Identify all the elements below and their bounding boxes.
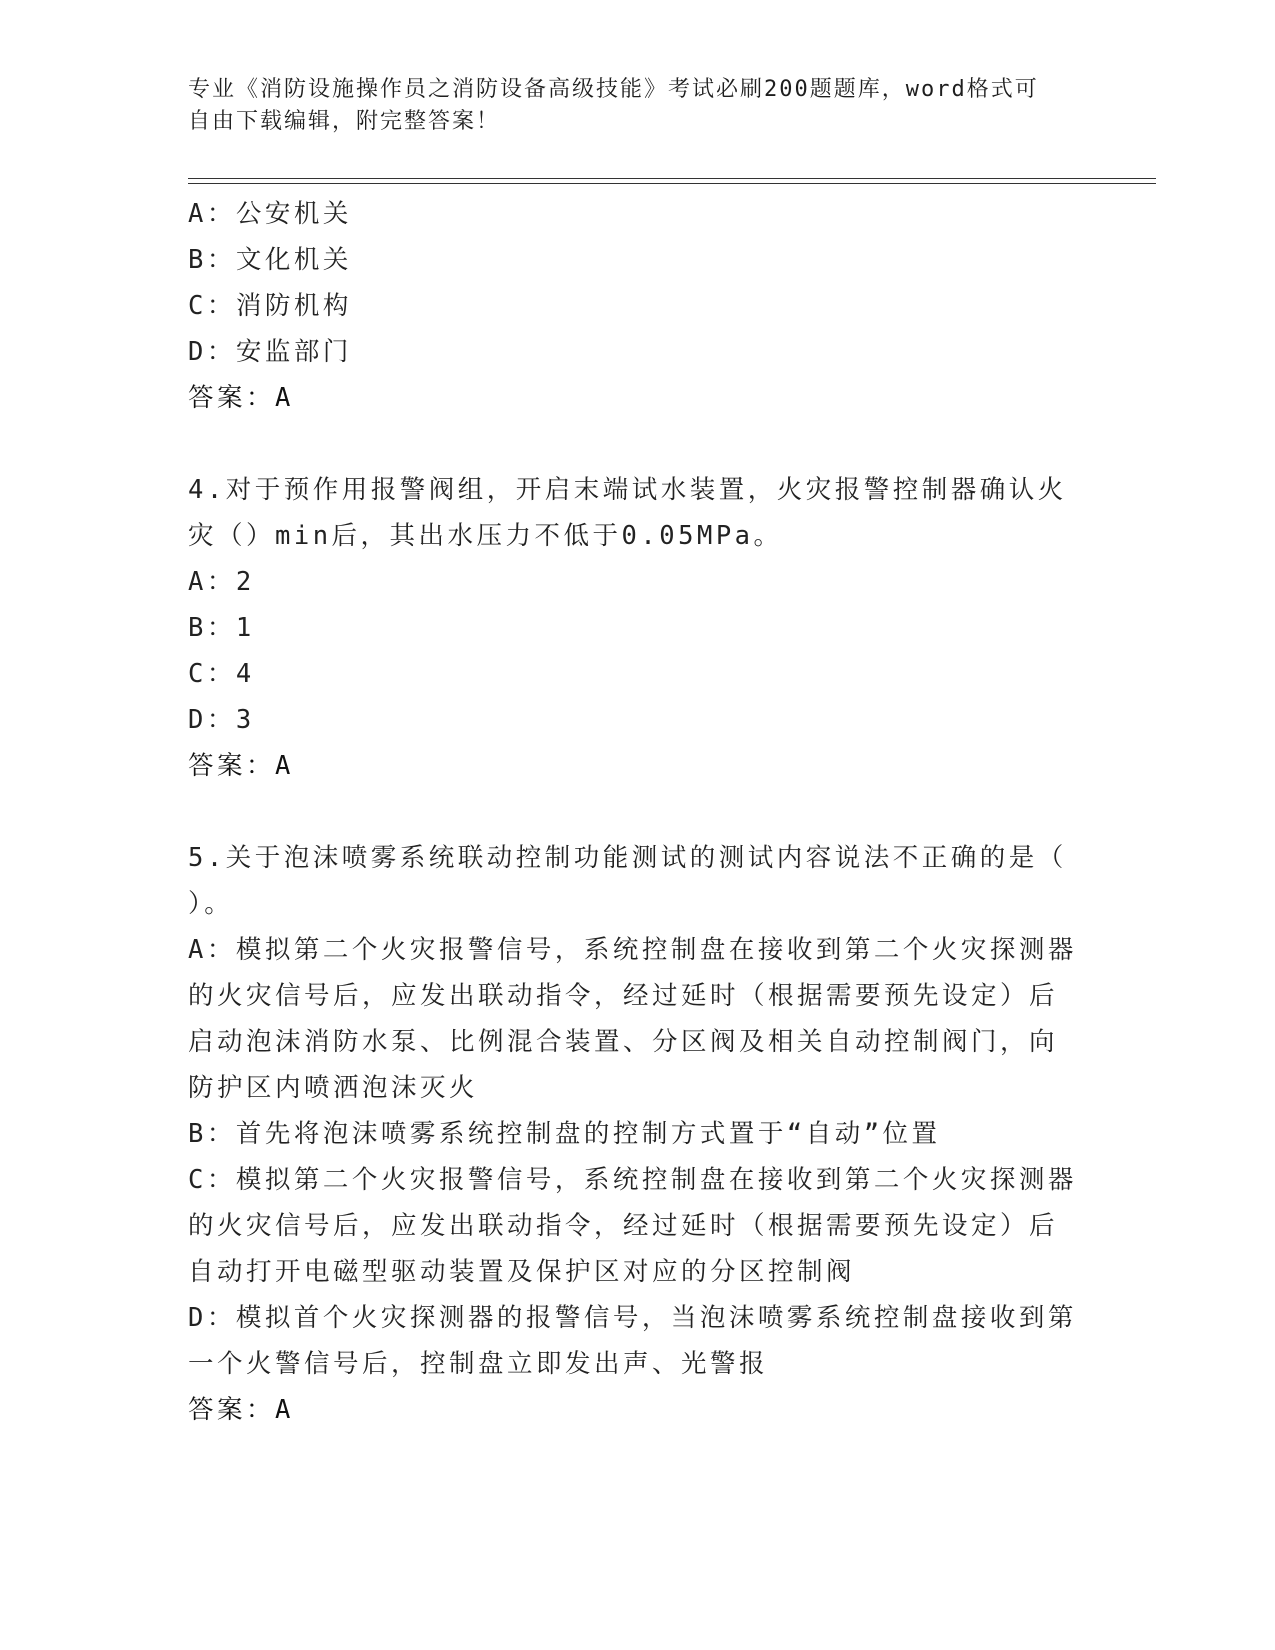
question-stem: ）。 [188, 889, 234, 919]
question-5 [188, 835, 1088, 1433]
option-a-continued: 的火灾信号后，应发出联动指令，经过延时（根据需要预先设定）后 [188, 981, 1059, 1011]
spacer [188, 789, 1088, 835]
option-b: B：首先将泡沫喷雾系统控制盘的控制方式置于“自动”位置 [188, 1119, 941, 1149]
spacer [188, 421, 1088, 467]
option-a: A：公安机关 [188, 199, 352, 229]
question-stem: 5.关于泡沫喷雾系统联动控制功能测试的测试内容说法不正确的是（ [188, 843, 1067, 873]
option-c-continued: 自动打开电磁型驱动装置及保护区对应的分区控制阀 [188, 1257, 856, 1287]
option-d: D：安监部门 [188, 337, 352, 367]
answer: 答案：A [188, 751, 294, 781]
question-4 [188, 467, 1088, 789]
option-c: C：4 [188, 659, 255, 689]
option-d-continued: 一个火警信号后，控制盘立即发出声、光警报 [188, 1349, 769, 1379]
header-divider-top [188, 178, 1156, 179]
option-a: A：模拟第二个火灾报警信号，系统控制盘在接收到第二个火灾探测器 [188, 935, 1077, 965]
header-line-1: 专业《消防设施操作员之消防设备高级技能》考试必刷200题题库，word格式可 [188, 77, 1039, 102]
question-stem: 灾（）min后，其出水压力不低于0.05MPa。 [188, 521, 783, 551]
answer: 答案：A [188, 1395, 294, 1425]
option-c: C：消防机构 [188, 291, 352, 321]
option-a-continued: 启动泡沫消防水泵、比例混合装置、分区阀及相关自动控制阀门，向 [188, 1027, 1059, 1057]
header-divider-bottom [188, 183, 1156, 184]
question-content [188, 191, 1088, 1433]
answer: 答案：A [188, 383, 294, 413]
option-c-continued: 的火灾信号后，应发出联动指令，经过延时（根据需要预先设定）后 [188, 1211, 1059, 1241]
header-line-2: 自由下载编辑，附完整答案！ [188, 109, 501, 134]
option-a: A：2 [188, 567, 255, 597]
question-stem: 4.对于预作用报警阀组，开启末端试水装置，火灾报警控制器确认火 [188, 475, 1067, 505]
question-3 [188, 191, 1088, 421]
option-a-continued: 防护区内喷洒泡沫灭火 [188, 1073, 479, 1103]
option-b: B：1 [188, 613, 255, 643]
option-d: D：3 [188, 705, 255, 735]
document-header [188, 74, 1068, 138]
option-d: D：模拟首个火灾探测器的报警信号，当泡沫喷雾系统控制盘接收到第 [188, 1303, 1077, 1333]
option-b: B：文化机关 [188, 245, 352, 275]
option-c: C：模拟第二个火灾报警信号，系统控制盘在接收到第二个火灾探测器 [188, 1165, 1077, 1195]
